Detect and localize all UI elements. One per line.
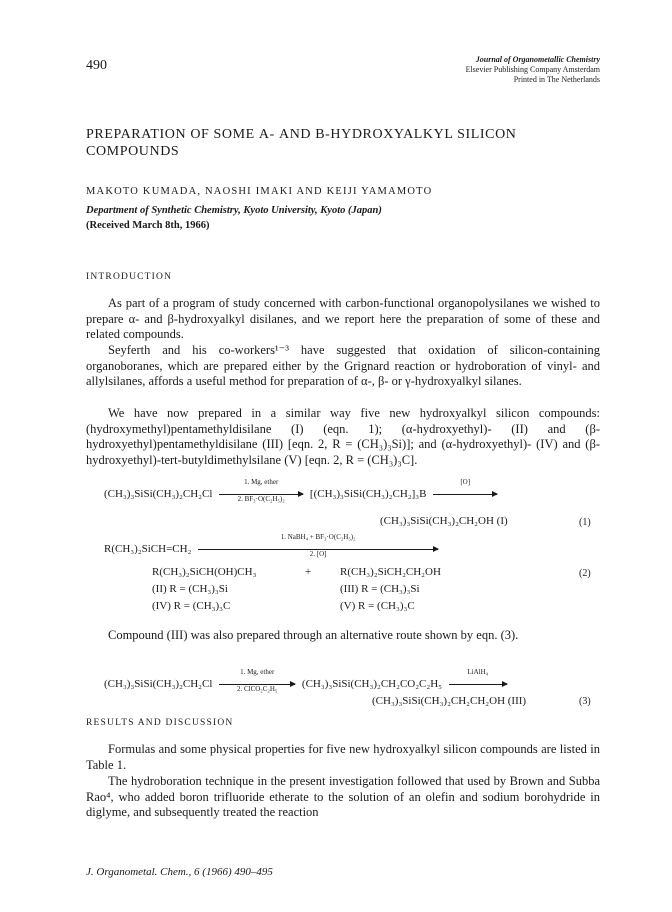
department: Department of Synthetic Chemistry, Kyoto University, Kyoto (Japan) [86,205,382,216]
eq2-def-II: (II) R = (CH₃)₃Si [152,583,228,595]
eq3-number: (3) [579,696,591,707]
eq2-condition-top: 1. NaBH₄ + BF₃·O(C₂H₅)₂ [280,533,356,541]
paragraph-3: We have now prepared in a similar way five new hydroxyalkyl silicon compounds: (hydroxymethyl)pentamethyldisilane (I) (eqn. 1); (α-hydroxyethyl)- (II) and (β-hydroxyethyl)pentamethyldisilane (III) [eqn. 2, R = (CH₃)₃Si)]; and (α-hydroxyethyl)- (IV) and (β-hydroxyethyl)-tert-butyldimethylsilane (V) [eqn. 2, R = (CH₃)₃C]. [86,406,600,467]
eq2-plus: + [305,566,312,578]
article-title: PREPARATION OF SOME Α- AND Β-HYDROXYALKYL SILICON COMPOUNDS [86,127,517,159]
eq2-reactant: R(CH₃)₂SiCH=CH₂ [104,543,192,555]
publisher: Elsevier Publishing Company Amsterdam [465,65,600,74]
eq2-def-III: (III) R = (CH₃)₃Si [340,583,420,595]
equation-2 [104,533,442,558]
eq3-intermediate: (CH₃)₃SiSi(CH₃)₂CH₂CO₂C₂H₅ [301,678,443,690]
eq1-arrow [219,478,303,503]
page-number: 490 [86,58,107,73]
paragraph-6: The hydroboration technique in the present investigation followed that used by Brown and Subba Rao⁴, who added boron trifluoride etherate to the solution of an olefin and sodium borohydride in diglyme, and subsequently treated the reaction [86,774,600,820]
eq3-reactant: (CH₃)₃SiSi(CH₃)₂CH₂Cl [104,678,213,690]
eq2-def-V: (V) R = (CH₃)₃C [340,600,415,612]
eq2-product-b: R(CH₃)₂SiCH₂CH₂OH [340,566,441,578]
paragraph-1: As part of a program of study concerned with carbon-functional organopolysilanes we wished to prepare α- and β-hydroxyalkyl disilanes, and we report here the preparation of some of these and related compounds. [86,296,600,342]
authors: MAKOTO KUMADA, NAOSHI IMAKI AND KEIJI YAMAMOTO [86,186,433,197]
eq1-oxidation-label: [O] [460,478,471,486]
section-heading-introduction: INTRODUCTION [86,272,173,282]
arrow-icon [433,494,497,495]
eq2-def-IV: (IV) R = (CH₃)₃C [152,600,231,612]
eq1-reactant: (CH₃)₃SiSi(CH₃)₂CH₂Cl [104,488,213,500]
paragraph-5: Formulas and some physical properties for five new hydroxyalkyl silicon compounds are listed in Table 1. [86,742,600,772]
eq2-condition-bottom: 2. [O] [309,550,327,558]
eq1-condition-top: 1. Mg, ether [244,478,279,486]
eq2-number: (2) [579,568,591,579]
eq1-number: (1) [579,517,591,528]
paragraph-2: Seyferth and his co-workers¹⁻³ have suggested that oxidation of silicon-containing organoboranes, which are prepared either by the Grignard reaction or hydroboration of vinyl- and allylsilanes, affords a useful method for preparation of α-, β- or γ-hydroxyalkyl silanes. [86,343,600,389]
eq1-product: (CH₃)₃SiSi(CH₃)₂CH₂OH (I) [380,515,508,527]
journal-citation: J. Organometal. Chem., 6 (1966) 490–495 [86,866,273,878]
journal-name: Journal of Organometallic Chemistry [475,55,600,64]
received-date: (Received March 8th, 1966) [86,220,210,231]
eq1-arrow-2 [433,478,497,500]
journal-header [466,55,600,85]
eq3-condition-bottom: 2. ClCO₂C₂H₅ [236,685,278,693]
equation-3 [104,668,511,693]
eq2-product-a: R(CH₃)₂SiCH(OH)CH₃ [152,566,257,578]
eq3-arrow [219,668,295,693]
paragraph-4: Compound (III) was also prepared through an alternative route shown by eqn. (3). [108,628,519,642]
printed-in: Printed in The Netherlands [513,75,600,84]
eq3-reduction-label: LiAlH₄ [467,668,489,676]
eq3-condition-top: 1. Mg, ether [240,668,275,676]
section-heading-results: RESULTS AND DISCUSSION [86,718,234,728]
eq3-arrow-2 [449,668,507,690]
arrow-icon [449,684,507,685]
eq1-condition-bottom: 2. BF₃·O(C₂H₅)₂ [237,495,285,503]
equation-1 [104,478,501,503]
eq3-product: (CH₃)₃SiSi(CH₃)₂CH₂CH₂OH (III) [372,695,527,707]
eq1-intermediate: [(CH₃)₃SiSi(CH₃)₂CH₂]₃B [309,488,427,500]
eq2-arrow [198,533,438,558]
